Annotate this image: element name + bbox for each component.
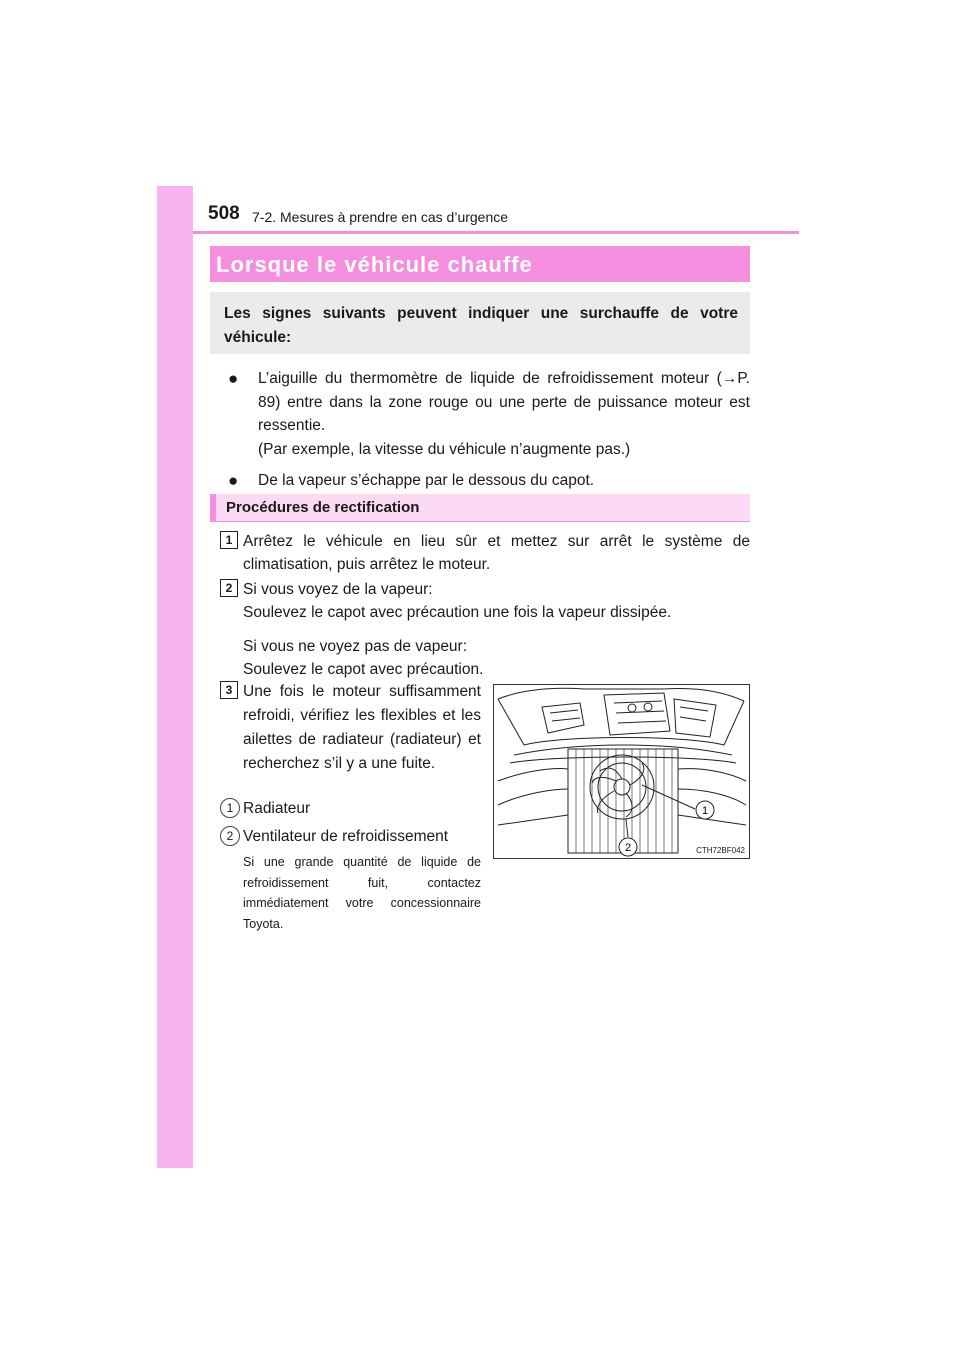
bullet-text: De la vapeur s’échappe par le dessous du capot. [258, 472, 595, 489]
chapter-title: 7-2. Mesures à prendre en cas d’urgence [252, 209, 509, 225]
intro-box: Les signes suivants peuvent indiquer une surchauffe de votre véhicule: [210, 292, 750, 354]
bullet-dot-icon: ● [228, 471, 239, 490]
step-2-line: Si vous ne voyez pas de vapeur: [243, 638, 468, 655]
bullet-dot-icon: ● [228, 369, 239, 388]
bullet-text: L’aiguille du thermomètre de liquide de refroidissement moteur (→P. 89) entre dans la zone rouge ou une perte de puissance moteur est ressentie. [258, 370, 750, 434]
step-1-text: Arrêtez le véhicule en lieu sûr et mettez sur arrêt le système de climatisation, puis arrêtez le moteur. [243, 533, 750, 573]
step-3-text: Une fois le moteur suffisamment refroidi, vérifiez les flexibles et les ailettes de radiateur (radiateur) et recherchez s’il y a une fuite. [243, 683, 481, 772]
bullet-item [228, 469, 750, 493]
engine-bay-figure [493, 684, 750, 859]
header-rule [193, 231, 799, 234]
figure-code: CTH72BF042 [696, 846, 745, 855]
callout-label-2: Ventilateur de refroidissement [243, 828, 449, 845]
note-text: Si une grande quantité de liquide de refroidissement fuit, contactez immédiatement votre concessionnaire Toyota. [243, 855, 481, 931]
engine-bay-illustration [494, 685, 749, 858]
figure-callout-1-label: 1 [701, 805, 709, 817]
section-header [210, 494, 750, 522]
callout-label-1: Radiateur [243, 800, 311, 817]
bullet-item [228, 367, 750, 461]
step-2-line: Si vous voyez de la vapeur: [243, 581, 433, 598]
step-number-1: 1 [220, 531, 238, 549]
step-2-line: Soulevez le capot avec précaution une fois la vapeur dissipée. [243, 604, 672, 621]
bullet-subtext: (Par exemple, la vitesse du véhicule n’augmente pas.) [258, 440, 631, 458]
title-bar [210, 246, 750, 282]
step-2-line: Soulevez le capot avec précaution. [243, 661, 484, 678]
callout-number-2: 2 [220, 826, 240, 846]
step-number-2: 2 [220, 579, 238, 597]
callout-number-1: 1 [220, 798, 240, 818]
section-title: Procédures de rectification [226, 499, 420, 516]
chapter-sidebar [157, 186, 193, 1168]
step-2-text [243, 578, 750, 681]
page-number: 508 [208, 203, 240, 224]
bullet-list [228, 367, 750, 493]
step-number-3: 3 [220, 681, 238, 699]
page-title: Lorsque le véhicule chauffe [216, 252, 533, 277]
figure-callout-2-label: 2 [624, 842, 632, 854]
